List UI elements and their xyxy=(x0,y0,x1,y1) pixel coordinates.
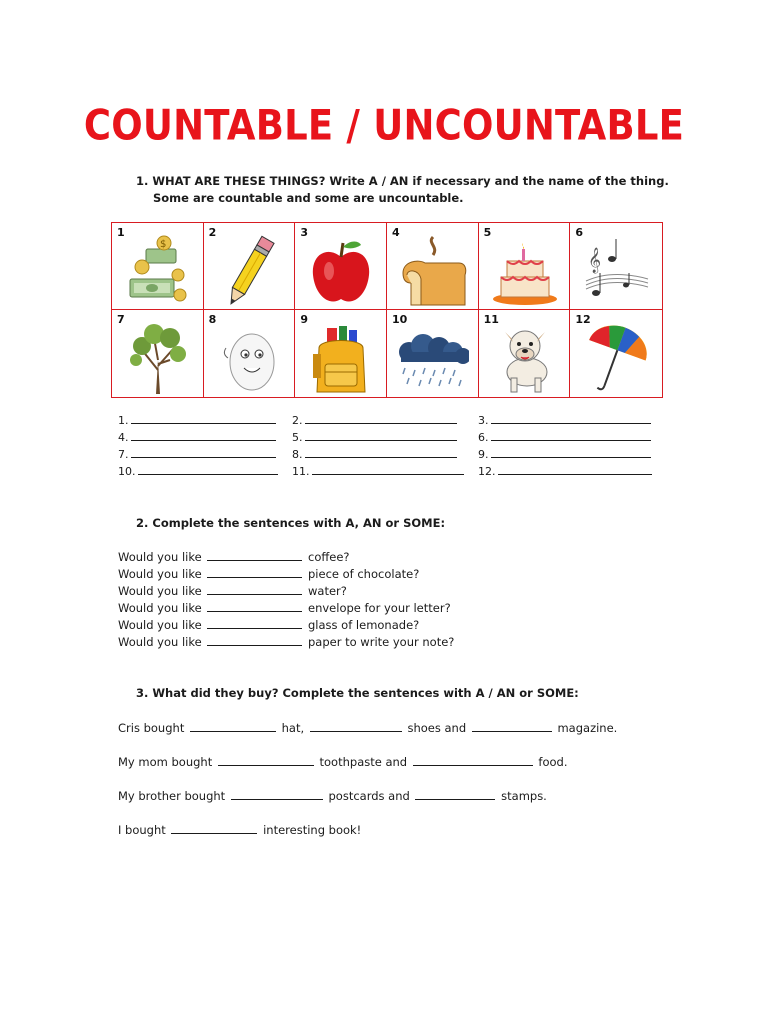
picture-cell-1 xyxy=(112,223,204,310)
blank[interactable] xyxy=(218,754,314,766)
answer-item-7[interactable]: 7. xyxy=(118,446,278,461)
answer-item-9[interactable]: 9. xyxy=(478,446,653,461)
answer-item-6[interactable]: 6. xyxy=(478,429,653,444)
blank[interactable] xyxy=(190,720,276,732)
umbrella-icon xyxy=(582,320,650,396)
picture-cell-4 xyxy=(387,223,479,310)
picture-cell-5 xyxy=(479,223,571,310)
blank[interactable] xyxy=(310,720,402,732)
blank[interactable] xyxy=(207,566,302,578)
sentence-2-6: Would you like paper to write your note? xyxy=(118,635,455,649)
answer-item-12[interactable]: 12. xyxy=(478,463,654,478)
blank[interactable] xyxy=(207,634,302,646)
picture-cell-6 xyxy=(570,223,662,310)
sentence-3-2: My mom bought toothpaste and food. xyxy=(118,755,568,769)
section1-heading-line1: 1. WHAT ARE THESE THINGS? Write A / AN if necessary and the name of the thing. xyxy=(136,174,669,188)
blank[interactable] xyxy=(207,549,302,561)
svg-text:$: $ xyxy=(160,239,167,250)
blank[interactable] xyxy=(472,720,552,732)
rain-clouds-icon xyxy=(393,320,469,396)
sentence-2-3: Would you like water? xyxy=(118,584,347,598)
sentence-3-3: My brother bought postcards and stamps. xyxy=(118,789,547,803)
section3-heading: 3. What did they buy? Complete the sentences with A / AN or SOME: xyxy=(136,686,579,700)
answer-lines xyxy=(118,412,668,480)
picture-number: 8 xyxy=(208,313,217,326)
answer-item-10[interactable]: 10. xyxy=(118,463,280,478)
picture-cell-12 xyxy=(570,310,662,397)
answer-item-1[interactable]: 1. xyxy=(118,412,278,427)
money-icon xyxy=(124,233,192,309)
picture-number: 9 xyxy=(300,313,308,326)
answer-item-2[interactable]: 2. xyxy=(292,412,459,427)
picture-number: 2 xyxy=(208,226,217,239)
answer-row xyxy=(118,412,668,429)
picture-number: 1 xyxy=(117,226,125,239)
bread-icon xyxy=(399,233,467,309)
dog-icon xyxy=(491,320,559,396)
answer-row xyxy=(118,446,668,463)
blank[interactable] xyxy=(207,583,302,595)
answer-item-8[interactable]: 8. xyxy=(292,446,459,461)
picture-number: 4 xyxy=(391,226,400,239)
backpack-icon xyxy=(307,320,375,396)
picture-cell-7 xyxy=(112,310,204,397)
blank[interactable] xyxy=(207,617,302,629)
picture-number: 5 xyxy=(483,226,492,239)
picture-cell-9 xyxy=(295,310,387,397)
section1-heading xyxy=(136,173,669,207)
sentence-2-1: Would you like coffee? xyxy=(118,550,350,564)
answer-row xyxy=(118,429,668,446)
picture-grid xyxy=(111,222,663,398)
pencil-icon xyxy=(216,233,284,309)
tree-icon xyxy=(124,320,192,396)
answer-item-5[interactable]: 5. xyxy=(292,429,459,444)
picture-number: 10 xyxy=(391,313,408,326)
cake-icon xyxy=(491,233,559,309)
svg-text:𝄞: 𝄞 xyxy=(588,248,602,273)
answer-item-3[interactable]: 3. xyxy=(478,412,653,427)
section2-heading: 2. Complete the sentences with A, AN or SOME: xyxy=(136,516,446,530)
picture-cell-11 xyxy=(479,310,571,397)
apple-icon xyxy=(307,233,375,309)
sentence-2-2: Would you like piece of chocolate? xyxy=(118,567,420,581)
worksheet-title: COUNTABLE / UNCOUNTABLE xyxy=(83,101,685,150)
picture-number: 12 xyxy=(575,313,591,326)
answer-row xyxy=(118,463,668,480)
picture-cell-10 xyxy=(387,310,479,397)
blank[interactable] xyxy=(415,788,495,800)
answer-item-11[interactable]: 11. xyxy=(292,463,466,478)
section1-heading-line2: Some are countable and some are uncountable. xyxy=(153,191,464,205)
music-notes-icon xyxy=(582,233,650,309)
picture-cell-2 xyxy=(204,223,296,310)
sentence-2-5: Would you like glass of lemonade? xyxy=(118,618,420,632)
picture-number: 6 xyxy=(575,226,583,239)
sentence-3-4: I bought interesting book! xyxy=(118,823,362,837)
picture-number: 11 xyxy=(483,313,499,326)
blank[interactable] xyxy=(413,754,533,766)
blank[interactable] xyxy=(207,600,302,612)
picture-cell-8 xyxy=(204,310,296,397)
blank[interactable] xyxy=(171,822,257,834)
egg-icon xyxy=(216,320,284,396)
sentence-3-1: Cris bought hat, shoes and magazine. xyxy=(118,721,618,735)
answer-item-4[interactable]: 4. xyxy=(118,429,278,444)
picture-number: 7 xyxy=(117,313,125,326)
picture-number: 3 xyxy=(300,226,308,239)
picture-cell-3 xyxy=(295,223,387,310)
sentence-2-4: Would you like envelope for your letter? xyxy=(118,601,451,615)
blank[interactable] xyxy=(231,788,323,800)
